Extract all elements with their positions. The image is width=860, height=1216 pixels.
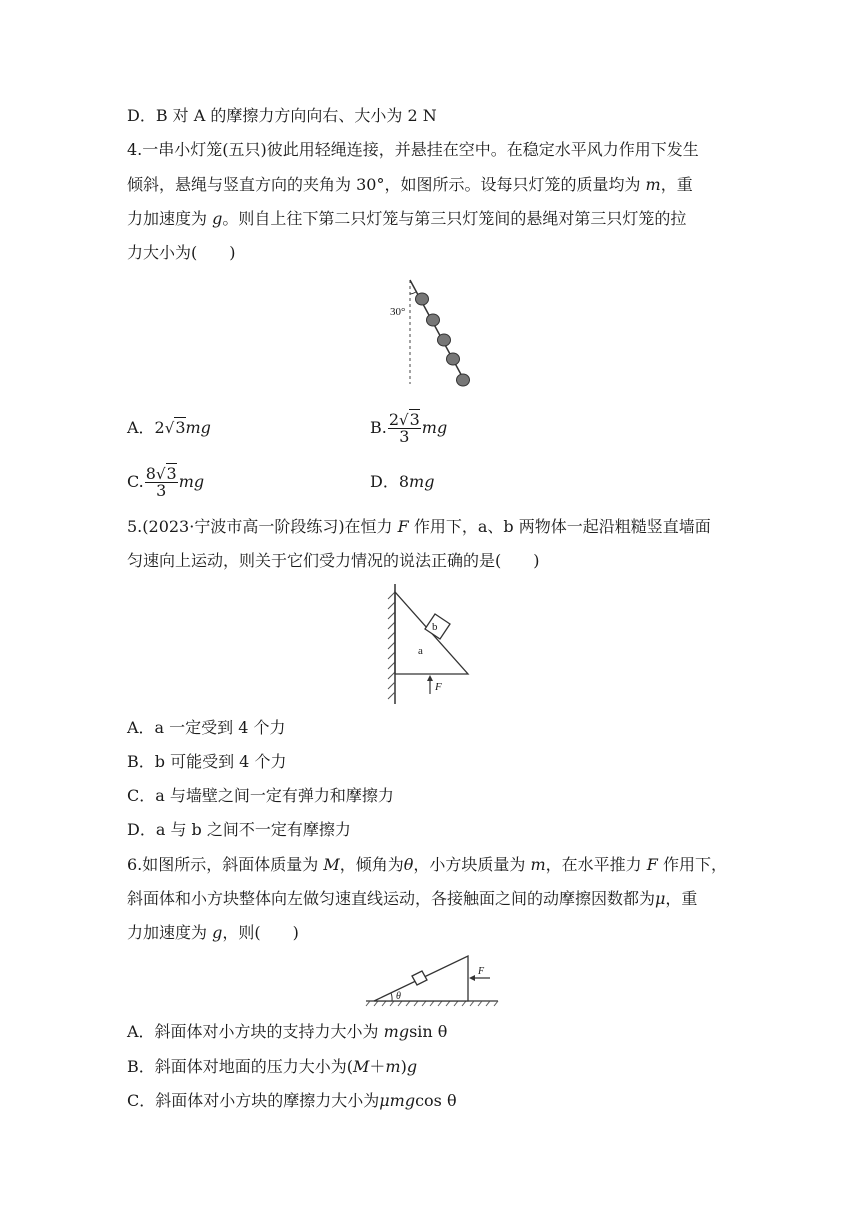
q5-option-b: B．b 可能受到 4 个力 <box>127 752 287 771</box>
lantern-5 <box>457 374 470 386</box>
block-b <box>425 614 450 639</box>
wall-block-figure <box>380 582 480 707</box>
q3-option-d: D．B 对 A 的摩擦力方向向右、大小为 2 N <box>127 106 437 125</box>
q6-option-b: B．斜面体对地面的压力大小为(M＋m)g <box>127 1057 418 1076</box>
q5-option-a: A．a 一定受到 4 个力 <box>127 718 286 737</box>
theta-label: θ <box>396 991 401 1002</box>
block-b-label: b <box>432 621 438 633</box>
q6-option-a: A．斜面体对小方块的支持力大小为 mgsin θ <box>127 1022 448 1041</box>
push-force-label: F <box>478 966 485 977</box>
lantern-1 <box>416 293 429 305</box>
q4-stem-line-4: 力大小为( ) <box>127 243 236 262</box>
angle-arc <box>410 292 416 294</box>
push-force-arrowhead <box>469 975 475 981</box>
q6-stem-line-3: 力加速度为 g，则( ) <box>127 923 299 942</box>
wall-hatching <box>388 592 395 699</box>
q4-option-d: D．8mg <box>370 472 435 491</box>
force-f-arrowhead <box>427 675 433 681</box>
q4-option-b: B. $\frac{2√3}{3}$ mg <box>370 410 448 446</box>
q5-option-d: D．a 与 b 之间不一定有摩擦力 <box>127 820 351 839</box>
q5-option-c: C．a 与墙壁之间一定有弹力和摩擦力 <box>127 786 394 805</box>
ground-hatching <box>366 1001 498 1006</box>
q6-stem-line-1: 6.如图所示，斜面体质量为 M，倾角为θ，小方块质量为 m，在水平推力 F 作用下， <box>127 855 727 874</box>
lantern-figure <box>380 272 490 392</box>
q4-stem-line-3: 力加速度为 g。则自上往下第二只灯笼与第三只灯笼间的悬绳对第三只灯笼的拉 <box>127 209 687 228</box>
angle-label: 30° <box>390 306 406 318</box>
q6-option-c: C．斜面体对小方块的摩擦力大小为μmgcos θ <box>127 1091 457 1110</box>
q4-option-c: C. $\frac{8√3}{3}$ mg <box>127 464 205 500</box>
q6-stem-line-2: 斜面体和小方块整体向左做匀速直线运动，各接触面之间的动摩擦因数都为μ，重 <box>127 889 698 908</box>
q5-stem-line-2: 匀速向上运动，则关于它们受力情况的说法正确的是( ) <box>127 551 540 570</box>
q5-stem-line-1: 5.(2023·宁波市高一阶段练习)在恒力 F 作用下，a、b 两物体一起沿粗糙竖直墙面 <box>127 517 711 536</box>
lantern-4 <box>447 353 460 365</box>
lantern-2 <box>427 314 440 326</box>
q4-stem-line-1: 4.一串小灯笼(五只)彼此用轻绳连接，并悬挂在空中。在稳定水平风力作用下发生 <box>127 140 699 159</box>
block-a-label: a <box>418 645 423 657</box>
force-f-label: F <box>435 681 442 693</box>
q4-stem-line-2: 倾斜，悬绳与竖直方向的夹角为 30°，如图所示。设每只灯笼的质量均为 m，重 <box>127 175 693 194</box>
incline-figure <box>364 950 500 1010</box>
q4-option-a: A．2√3mg <box>127 418 211 437</box>
lantern-3 <box>438 334 451 346</box>
